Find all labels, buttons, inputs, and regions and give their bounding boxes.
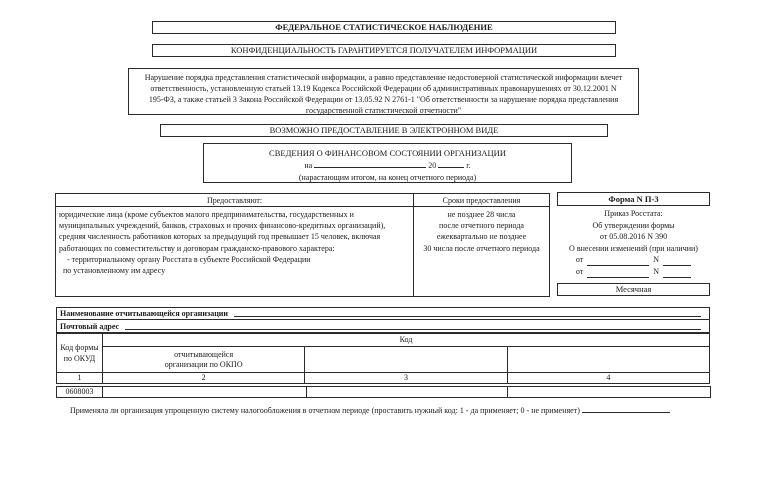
code-header-cell: Код [103,334,710,347]
col-number-cell: 3 [305,373,507,384]
federal-observation-banner: ФЕДЕРАЛЬНОЕ СТАТИСТИЧЕСКОЕ НАБЛЮДЕНИЕ [152,21,616,34]
org-name-row [56,307,710,320]
amend-n-label: N [653,267,660,277]
tax-system-code-field[interactable] [582,404,670,413]
deadline-body-cell [414,207,549,296]
deadline-line: ежеквартально не позднее [436,232,527,242]
form-subtitle: (нарастающим итогом, на конец отчетного периода) [298,173,477,182]
okpo-value-field[interactable] [103,387,307,398]
table-row [57,373,710,384]
amend-from-label: от [575,267,584,277]
amend-n-label: N [653,255,660,265]
amendment-line-2 [557,266,710,278]
code-value-field-3[interactable] [307,387,508,398]
providers-body-text: юридические лица (кроме субъектов малого предпринимательства, государственных и муниципальных учреждений, банков, страховых и прочих финансово-кредитных организаций), средняя численность работников которых за предыдущий год превышает 15 человек, включая работающих по совместительству и договорам гражданско-правового характера: [59,210,386,253]
code-values-table [56,386,711,398]
table-row [57,347,710,373]
order-line: Приказ Росстата: [604,209,663,218]
organization-section [56,307,710,398]
tax-system-question [70,404,760,416]
amendment-number-field-2[interactable] [663,269,691,278]
report-date-field[interactable] [314,159,426,168]
providers-item-territorial: - территориальному органу Росстата в субъекте Российской Федерации [67,254,311,264]
col-number-cell: 1 [57,373,103,384]
code-field-4[interactable] [507,347,709,373]
order-line: О внесении изменений (при наличии) [569,243,698,253]
okpo-label-line: организации по ОКПО [164,359,243,369]
deadline-line: 30 числа после отчетного периода [423,243,540,253]
col-number-cell: 2 [103,373,305,384]
report-date-line [204,159,571,172]
confidentiality-banner: КОНФИДЕНЦИАЛЬНОСТЬ ГАРАНТИРУЕТСЯ ПОЛУЧАТЕЛЕМ ИНФОРМАЦИИ [152,44,616,57]
postal-address-field[interactable] [125,321,701,330]
year-suffix-label: г. [466,161,471,170]
deadline-line: не позднее 28 числа [447,210,516,219]
okud-header-cell: Код формы по ОКУД [57,334,103,373]
postal-address-row [56,320,710,333]
year-prefix-label: 20 [428,161,437,170]
report-year-field[interactable] [438,159,464,168]
okpo-label-line: отчитывающейся [174,349,234,359]
code-value-field-4[interactable] [508,387,711,398]
form-number-box: Форма N П-3 [557,192,710,206]
electronic-submission-banner: ВОЗМОЖНО ПРЕДОСТАВЛЕНИЕ В ЭЛЕКТРОННОМ ВИДЕ [160,124,608,137]
table-row [57,387,711,398]
providers-deadlines-table [55,193,550,297]
violation-notice: Нарушение порядка представления статистической информации, а равно представление недостоверной статистической информации влечет ответственность, установленную статьей 13.19 Кодекса Российской Федерации об административных правонарушениях от 30.12.2001 N 195-ФЗ, а также статьей 3 Закона Российской Федерации от 13.05.92 N 2761-1 "Об ответственности за нарушение порядка представления государственной статистической отчетности" [128,68,639,115]
org-name-field[interactable] [234,308,701,317]
providers-item-address: по установленному им адресу [63,266,166,276]
order-line: Об утверждении формы [592,220,675,230]
okpo-label-cell [103,347,305,373]
form-title-box [203,143,572,183]
code-field-3[interactable] [305,347,507,373]
code-table [56,333,710,384]
rosstat-order-block [557,208,710,278]
providers-header-cell: Предоставляют: [56,194,414,207]
providers-body-cell [56,207,414,296]
tax-system-question-text: Применяла ли организация упрощенную систему налогообложения в отчетном периоде (проставить нужный код: 1 - да применяет; 0 - не применяет) [70,406,580,415]
amend-from-label: от [575,255,584,265]
date-prefix-label: на [304,161,313,170]
table-row [57,334,710,347]
postal-address-label: Почтовый адрес [60,321,120,331]
okud-code-cell: 0608003 [57,387,103,398]
amendment-date-field-2[interactable] [587,269,649,278]
amendment-number-field-1[interactable] [663,257,691,266]
periodicity-box: Месячная [557,283,710,296]
amendment-line-1 [557,254,710,266]
order-line: от 05.08.2016 N 390 [599,232,668,242]
col-number-cell: 4 [507,373,709,384]
org-name-label: Наименование отчитывающейся организации [60,309,229,318]
amendment-date-field-1[interactable] [587,257,649,266]
deadline-header-cell: Сроки предоставления [414,194,549,207]
form-title: СВЕДЕНИЯ О ФИНАНСОВОМ СОСТОЯНИИ ОРГАНИЗАЦИИ [269,148,506,158]
deadline-line: после отчетного периода [439,221,524,231]
